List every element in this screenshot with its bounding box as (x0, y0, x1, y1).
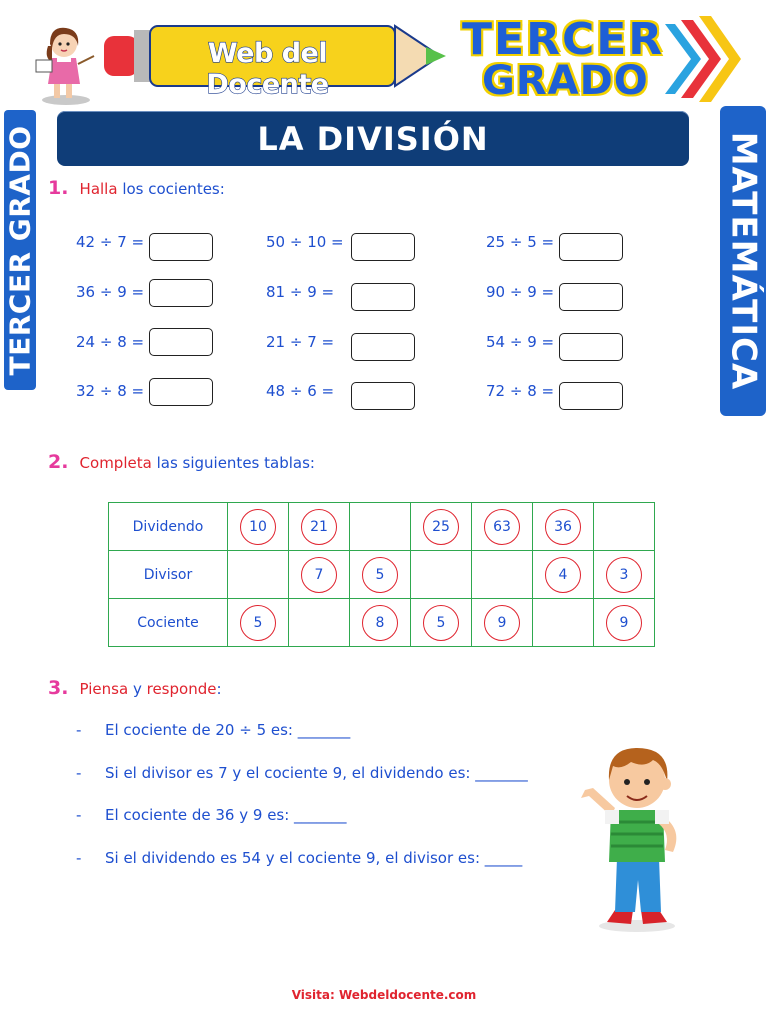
division-op: 54 ÷ 9 = (486, 333, 555, 351)
empty-cell[interactable] (228, 551, 289, 599)
division-op: 24 ÷ 8 = (76, 333, 145, 351)
exercise-2-number: 2. (48, 451, 69, 473)
exercise-2-heading (48, 451, 315, 473)
row-label: Cociente (109, 599, 228, 647)
division-op: 72 ÷ 8 = (486, 382, 555, 400)
filled-value: 5 (362, 557, 398, 593)
exercise-2-keyword: Completa (79, 454, 152, 472)
answer-box[interactable] (559, 233, 623, 261)
empty-cell[interactable] (594, 503, 655, 551)
table-cell (533, 551, 594, 599)
answer-box[interactable] (559, 283, 623, 311)
table-cell (472, 503, 533, 551)
teacher-mascot-icon (30, 16, 102, 106)
answer-box[interactable] (559, 382, 623, 410)
table-cell (228, 503, 289, 551)
filled-value: 21 (301, 509, 337, 545)
exercise-2-instruction: las siguientes tablas: (151, 454, 315, 472)
grade-title-line1: TERCER (462, 14, 665, 65)
side-banner-left-label: TERCER GRADO (3, 124, 37, 376)
division-op: 48 ÷ 6 = (266, 382, 335, 400)
filled-value: 9 (484, 605, 520, 641)
division-op: 42 ÷ 7 = (76, 233, 145, 251)
row-label: Divisor (109, 551, 228, 599)
exercise-3-colon: : (216, 680, 222, 698)
grade-title-line2: GRADO (482, 58, 649, 104)
answer-box[interactable] (149, 233, 213, 261)
division-op: 25 ÷ 5 = (486, 233, 555, 251)
empty-cell[interactable] (411, 551, 472, 599)
exercise-3-connector: y (128, 680, 147, 698)
page-title: LA DIVISIÓN (257, 120, 489, 158)
filled-value: 9 (606, 605, 642, 641)
exercise-3-number: 3. (48, 677, 69, 699)
table-cell (228, 599, 289, 647)
list-dash: - (76, 849, 82, 867)
exercise-3-keyword-1: Piensa (79, 680, 129, 698)
table-row-dividendo (109, 503, 655, 551)
side-banner-right-label: MATEMÁTICA (723, 131, 764, 391)
table-cell (411, 599, 472, 647)
boy-pointing-icon (575, 740, 705, 940)
division-op: 36 ÷ 9 = (76, 283, 145, 301)
list-dash: - (76, 764, 82, 782)
division-op: 81 ÷ 9 = (266, 283, 335, 301)
filled-value: 10 (240, 509, 276, 545)
empty-cell[interactable] (350, 503, 411, 551)
table-cell (594, 551, 655, 599)
exercise-3-keyword-2: responde (146, 680, 217, 698)
table-cell (289, 503, 350, 551)
list-dash: - (76, 806, 82, 824)
table-cell (350, 551, 411, 599)
table-cell (289, 551, 350, 599)
filled-value: 25 (423, 509, 459, 545)
filled-value: 5 (423, 605, 459, 641)
answer-box[interactable] (559, 333, 623, 361)
answer-box[interactable] (351, 283, 415, 311)
table-cell (350, 599, 411, 647)
row-label: Dividendo (109, 503, 228, 551)
question-item: El cociente de 20 ÷ 5 es: _______ (105, 721, 351, 739)
table-cell (411, 503, 472, 551)
division-op: 32 ÷ 8 = (76, 382, 145, 400)
filled-value: 8 (362, 605, 398, 641)
filled-value: 4 (545, 557, 581, 593)
answer-box[interactable] (351, 233, 415, 261)
exercise-1-instruction: los cocientes: (117, 180, 225, 198)
question-item: El cociente de 36 y 9 es: _______ (105, 806, 347, 824)
exercise-3-heading (48, 677, 222, 699)
question-item: Si el dividendo es 54 y el cociente 9, el divisor es: _____ (105, 849, 523, 867)
answer-box[interactable] (351, 382, 415, 410)
table-cell (472, 599, 533, 647)
table-cell (594, 599, 655, 647)
filled-value: 5 (240, 605, 276, 641)
table-row-divisor (109, 551, 655, 599)
division-table (108, 502, 655, 647)
brand-name: Web del Docente (206, 38, 329, 100)
side-banner-right-label-wrap (720, 106, 766, 416)
empty-cell[interactable] (533, 599, 594, 647)
side-banner-left-label-wrap (4, 110, 36, 390)
exercise-1-keyword: Halla (79, 180, 118, 198)
answer-box[interactable] (351, 333, 415, 361)
answer-box[interactable] (149, 378, 213, 406)
table-cell (533, 503, 594, 551)
division-op: 90 ÷ 9 = (486, 283, 555, 301)
exercise-1-number: 1. (48, 177, 69, 199)
filled-value: 63 (484, 509, 520, 545)
answer-box[interactable] (149, 328, 213, 356)
filled-value: 7 (301, 557, 337, 593)
question-item: Si el divisor es 7 y el cociente 9, el dividendo es: _______ (105, 764, 528, 782)
empty-cell[interactable] (289, 599, 350, 647)
table-row-cociente (109, 599, 655, 647)
list-dash: - (76, 721, 82, 739)
footer-link[interactable]: Visita: Webdeldocente.com (291, 988, 477, 1002)
empty-cell[interactable] (472, 551, 533, 599)
division-op: 50 ÷ 10 = (266, 233, 344, 251)
division-op: 21 ÷ 7 = (266, 333, 335, 351)
filled-value: 3 (606, 557, 642, 593)
answer-box[interactable] (149, 279, 213, 307)
filled-value: 36 (545, 509, 581, 545)
exercise-1-heading (48, 177, 225, 199)
